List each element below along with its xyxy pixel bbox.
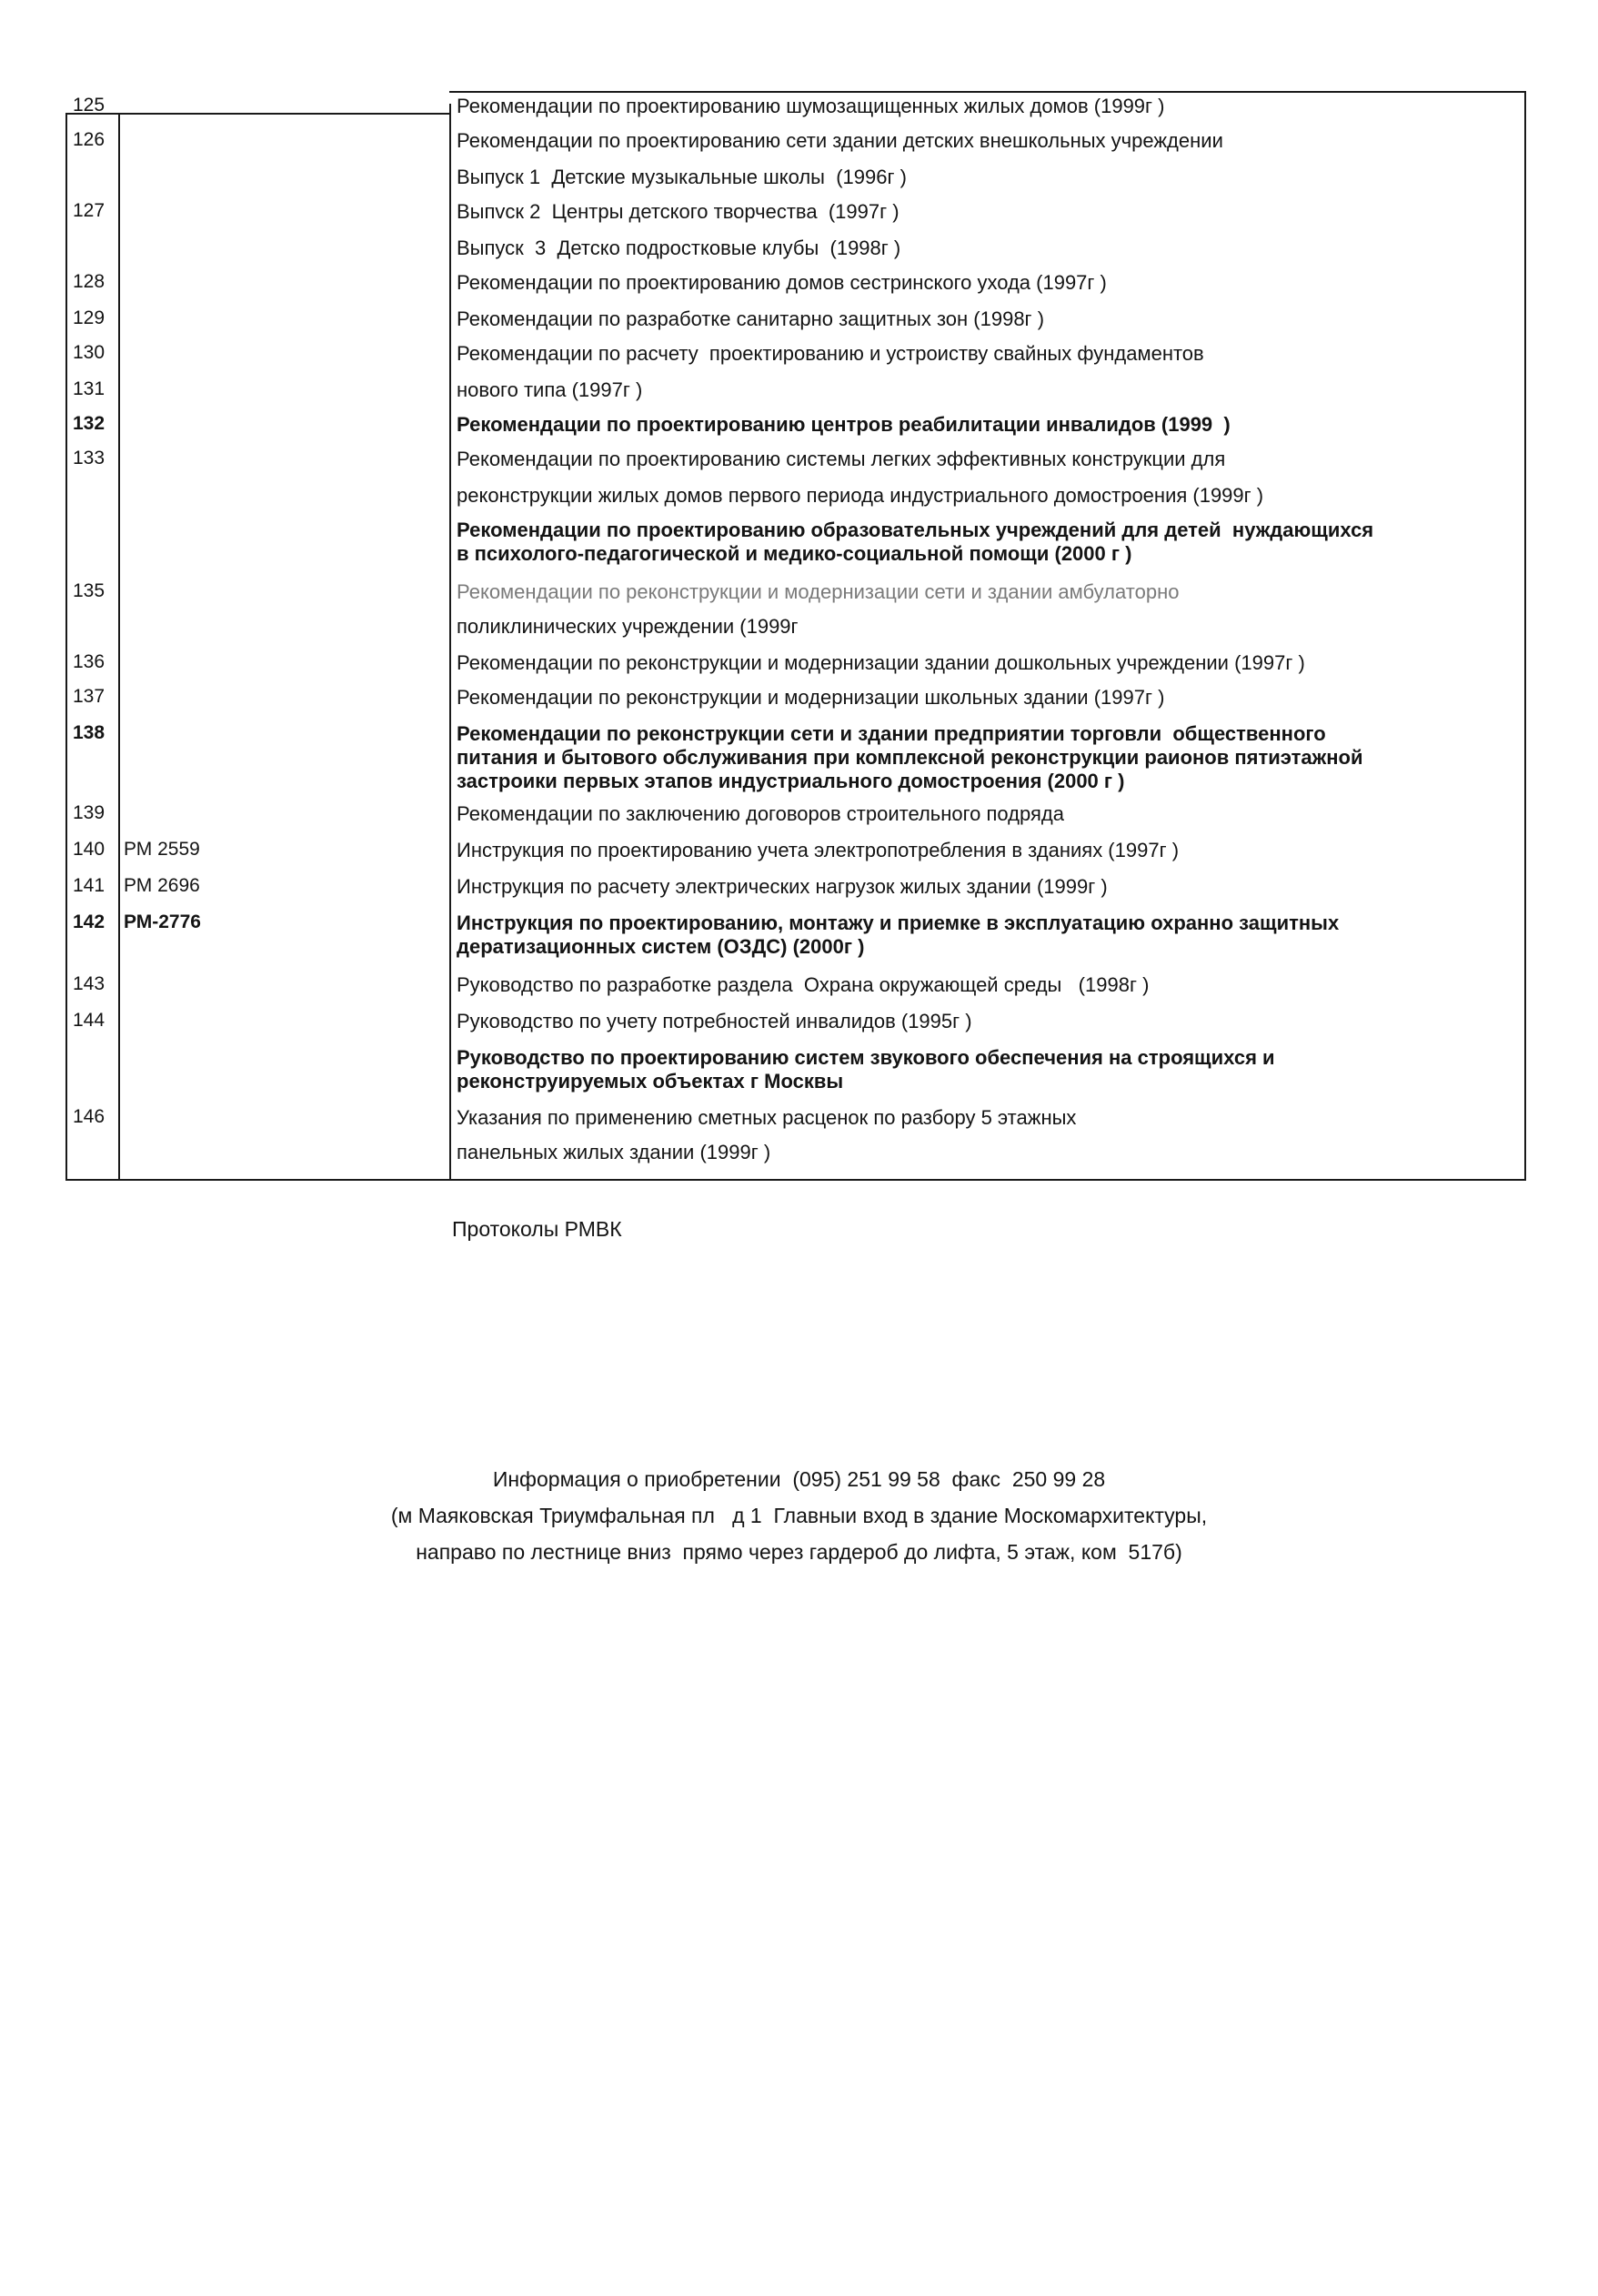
table-top-border xyxy=(449,91,1526,93)
row-document-title: Рекомендации по расчету проектированию и устроиству свайных фундаментов xyxy=(457,342,1204,365)
row-document-code: РМ 2696 xyxy=(124,875,200,896)
row-number: 129 xyxy=(73,307,106,328)
row-document-title: Указания по применению сметных расценок по разбору 5 этажных xyxy=(457,1106,1077,1129)
row-document-title: Рекомендации по разработке санитарно защитных зон (1998г ) xyxy=(457,307,1045,330)
row-number: 144 xyxy=(73,1010,106,1031)
row-document-title: Рекомендации по проектированию системы легких эффективных конструкции для xyxy=(457,448,1226,470)
document-table xyxy=(65,91,1526,1181)
table-left-border xyxy=(65,113,67,1179)
row-document-title: Инструкция по проектированию, монтажу и приемке в эксплуатацию охранно защитных дератизационных систем (ОЗДС) (2000г ) xyxy=(457,911,1340,958)
table-code-column-border xyxy=(449,104,451,1179)
row-number: 127 xyxy=(73,200,106,221)
purchase-info xyxy=(0,1461,1598,1570)
row-number: 136 xyxy=(73,651,106,672)
row-document-title: Руководство по разработке раздела Охрана окружающей среды (1998г ) xyxy=(457,973,1150,996)
row-number: 140 xyxy=(73,839,106,860)
row-number: 143 xyxy=(73,973,106,994)
table-top-left-border xyxy=(65,113,451,115)
row-number: 137 xyxy=(73,686,106,707)
row-number: 139 xyxy=(73,802,106,823)
row-document-title: Рекомендации по заключению договоров строительного подряда xyxy=(457,802,1064,825)
table-bottom-border xyxy=(65,1179,1526,1181)
protocols-heading: Протоколы РМВК xyxy=(452,1217,622,1241)
row-number: 131 xyxy=(73,378,106,399)
purchase-info-phone: Информация о приобретении (095) 251 99 58 факс 250 99 28 xyxy=(492,1467,1106,1491)
row-number: 130 xyxy=(73,342,106,363)
row-document-title: Руководство по проектированию систем звукового обеспечения на строящихся и реконструируемых объектах г Москвы xyxy=(457,1046,1275,1093)
row-document-title: Рекомендации по реконструкции и модернизации школьных здании (1997г ) xyxy=(457,686,1165,709)
row-document-title: Инструкция по расчету электрических нагрузок жилых здании (1999г ) xyxy=(457,875,1108,898)
row-document-code: РМ-2776 xyxy=(124,911,201,932)
row-document-title: поликлинических учреждении (1999г xyxy=(457,615,799,638)
row-document-title: реконструкции жилых домов первого периода индустриального домостроения (1999г ) xyxy=(457,484,1264,507)
row-document-title: Рекомендации по реконструкции сети и здании предприятии торговли общественного питания и бытового обслуживания при комплексной реконструкции раионов пятиэтажной застроики первых этапов индустриального домостроения (2000 г ) xyxy=(457,722,1363,792)
row-number: 141 xyxy=(73,875,106,896)
row-number: 133 xyxy=(73,448,106,468)
row-document-title: Рекомендации по проектированию образовательных учреждений для детей нуждающихся в психолого-педагогической и медико-социальной помощи (2000 г ) xyxy=(457,519,1374,565)
row-document-title: нового типа (1997г ) xyxy=(457,378,643,401)
row-number: 126 xyxy=(73,129,106,150)
row-number: 142 xyxy=(73,911,106,932)
row-document-title: Выпуск 1 Детские музыкальные школы (1996г ) xyxy=(457,166,907,188)
row-document-title: Руководство по учету потребностей инвалидов (1995г ) xyxy=(457,1010,972,1032)
table-right-border xyxy=(1524,91,1526,1181)
row-number: 132 xyxy=(73,413,106,434)
row-document-title: Рекомендации по проектированию шумозащищенных жилых домов (1999г ) xyxy=(457,95,1165,117)
row-document-title: Выпvск 2 Центры детского творчества (1997г ) xyxy=(457,200,900,223)
row-number: 146 xyxy=(73,1106,106,1127)
row-document-code: РМ 2559 xyxy=(124,839,200,860)
row-document-title: Рекомендации по проектированию центров реабилитации инвалидов (1999 ) xyxy=(457,413,1231,436)
row-document-title: Выпуск 3 Детско подростковые клубы (1998г ) xyxy=(457,237,901,259)
row-number: 128 xyxy=(73,271,106,292)
purchase-info-address: (м Маяковская Триумфальная пл д 1 Главныи вход в здание Москомархитектуры, xyxy=(390,1504,1208,1527)
purchase-info-directions: направо по лестнице вниз прямо через гардероб до лифта, 5 этаж, ком 517б) xyxy=(416,1540,1182,1564)
row-number: 138 xyxy=(73,722,106,743)
row-number: 135 xyxy=(73,580,106,601)
row-document-title: Рекомендации по реконструкции и модернизации сети и здании амбулаторно xyxy=(457,580,1180,603)
row-document-title: панельных жилых здании (1999г ) xyxy=(457,1141,771,1163)
row-document-title: Рекомендации по проектированию домов сестринского ухода (1997г ) xyxy=(457,271,1107,294)
row-document-title: Инструкция по проектированию учета электропотребления в зданиях (1997г ) xyxy=(457,839,1180,861)
row-document-title: Рекомендации по проектированию сети здании детских внешкольных учреждении xyxy=(457,129,1223,152)
row-number: 125 xyxy=(73,95,106,116)
row-document-title: Рекомендации по реконструкции и модернизации здании дошкольных учреждении (1997г ) xyxy=(457,651,1305,674)
table-number-column-border xyxy=(118,113,120,1179)
